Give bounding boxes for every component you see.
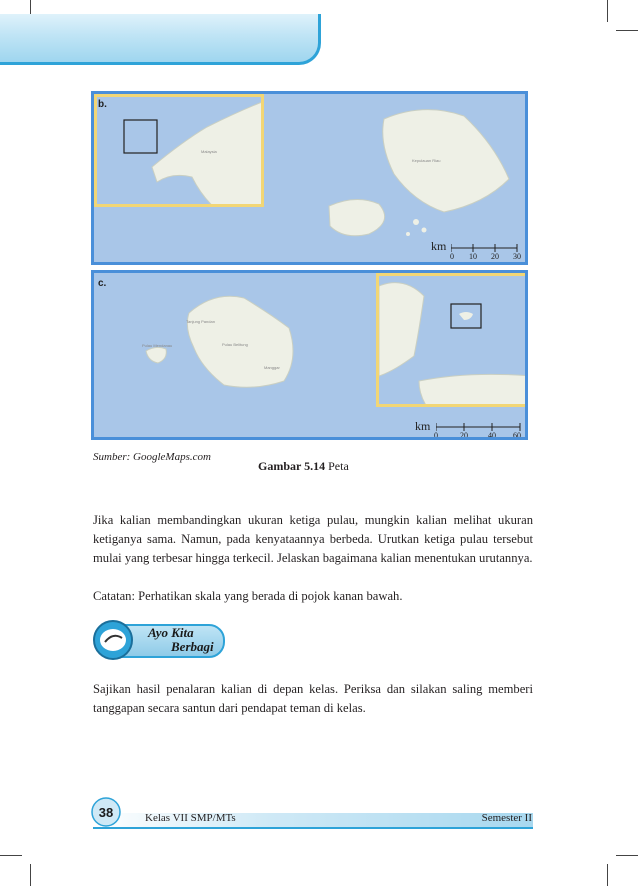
scale-unit: km	[431, 239, 447, 253]
speech-icon	[93, 620, 133, 660]
highlight-box	[124, 120, 157, 153]
scale-bar-c	[415, 417, 527, 440]
figure-caption-label: Gambar 5.14	[258, 459, 326, 473]
body-paragraph: Jika kalian membandingkan ukuran ketiga pulau, mungkin kalian melihat ukuran ketiganya sama. Namun, pada kenyataannya berbeda. Urutkan ketiga pulau tersebut mulai yang terbesar hingga terkecil. Jelaskan bagaimana kalian menentukan urutannya.	[93, 513, 533, 565]
panel-letter-b: b.	[98, 99, 107, 110]
crop-mark	[607, 864, 608, 886]
scale-unit: km	[415, 419, 431, 433]
map-panel-b	[91, 91, 528, 265]
crop-mark	[607, 0, 608, 22]
map-label: Kepulauan Riau	[412, 158, 441, 163]
badge-line2: Berbagi	[171, 639, 214, 654]
map-label: Pulau Mendanau	[142, 343, 173, 348]
scale-tick: 0	[434, 431, 438, 440]
header-decoration	[0, 14, 321, 65]
scale-tick: 60	[513, 431, 521, 440]
page-number: 38	[98, 805, 114, 820]
scale-tick: 30	[513, 252, 521, 261]
note-paragraph: Catatan: Perhatikan skala yang berada di pojok kanan bawah.	[93, 589, 403, 603]
footer-left-text: Kelas VII SMP/MTs	[145, 812, 236, 824]
map-label: Manggar	[264, 365, 280, 370]
map-inset-c-graphic	[379, 276, 528, 407]
scale-tick: 20	[460, 431, 468, 440]
ayo-kita-berbagi-badge	[93, 620, 221, 660]
figure-caption-text: Peta	[328, 459, 349, 473]
panel-letter-c: c.	[98, 278, 107, 289]
page-number-badge	[91, 797, 121, 827]
scale-tick: 10	[469, 252, 477, 261]
crop-mark	[616, 30, 638, 31]
scale-tick: 20	[491, 252, 499, 261]
scale-tick: 0	[450, 252, 454, 261]
map-inset-b-graphic	[97, 97, 264, 207]
map-label: Pulau Belitung	[222, 342, 248, 347]
map-inset-b	[94, 94, 264, 207]
crop-mark	[616, 855, 638, 856]
map-inset-c	[376, 273, 528, 407]
crop-mark	[30, 864, 31, 886]
badge-line1: Ayo Kita	[148, 625, 194, 640]
body-paragraph: Sajikan hasil penalaran kalian di depan kelas. Periksa dan silakan saling memberi tanggapan secara santun dari pendapat teman di kelas.	[93, 682, 533, 715]
figure-source: Sumber: GoogleMaps.com	[93, 451, 211, 463]
map-label: Tanjung Pandan	[186, 319, 215, 324]
figure-caption	[258, 459, 349, 474]
footer-right-text: Semester II	[481, 812, 532, 824]
scale-bar-b	[431, 239, 526, 263]
map-label: Malaysia	[201, 149, 217, 154]
crop-mark	[0, 855, 22, 856]
scale-tick: 40	[488, 431, 496, 440]
map-panel-c	[91, 270, 528, 440]
